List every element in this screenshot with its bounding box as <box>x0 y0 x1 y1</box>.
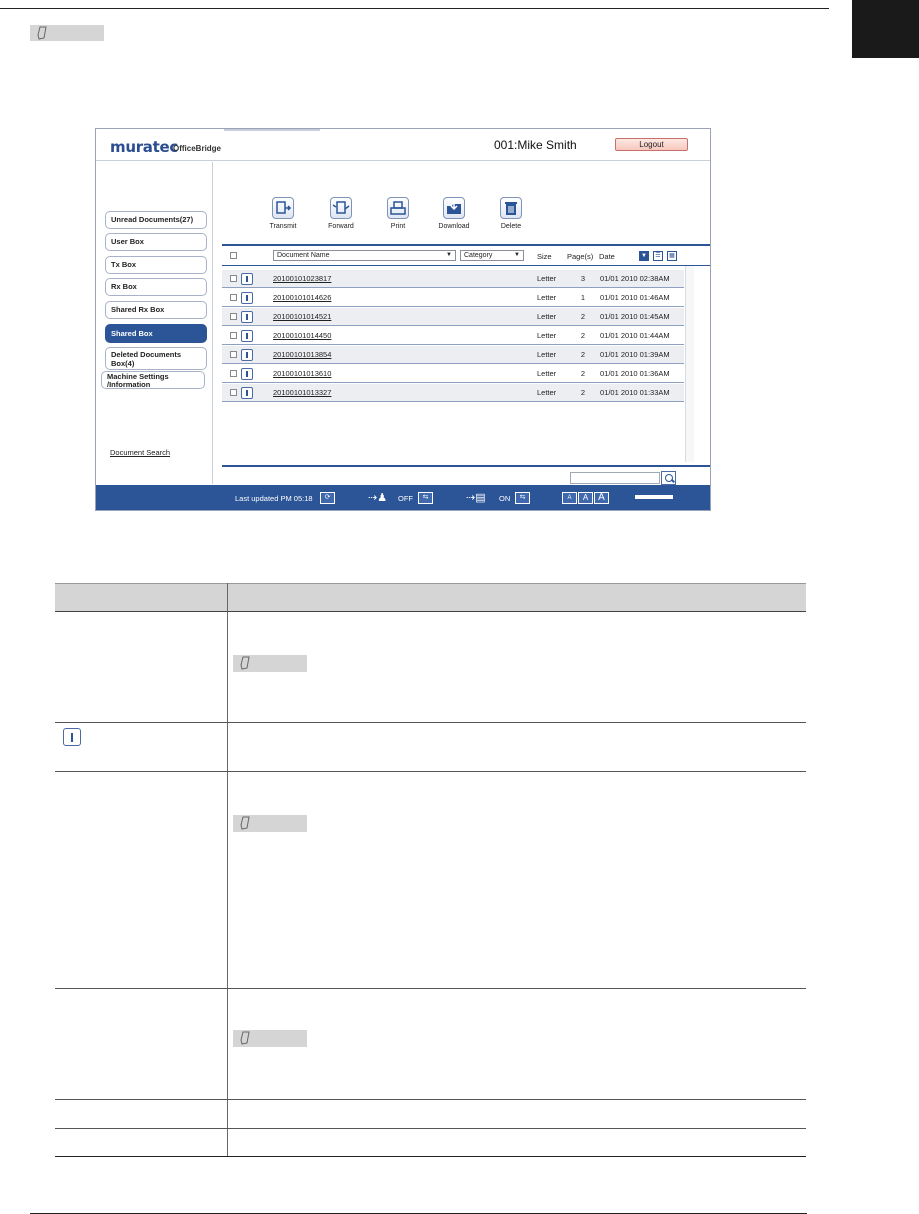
auto-forward-status: ON <box>499 494 511 503</box>
toggle-switch-icon[interactable]: ⇆ <box>515 492 530 504</box>
document-size: Letter <box>537 369 557 378</box>
download-folder-icon <box>443 197 465 219</box>
category-select[interactable]: Category ▼ <box>460 250 524 261</box>
row-checkbox[interactable] <box>230 351 237 358</box>
document-pages: 3 <box>580 274 586 283</box>
row-checkbox[interactable] <box>230 313 237 320</box>
info-icon[interactable] <box>241 387 253 399</box>
row-checkbox[interactable] <box>230 294 237 301</box>
delete-button[interactable]: Delete <box>491 197 531 230</box>
table-row-rule <box>55 988 806 989</box>
page-top-rule <box>0 8 829 9</box>
font-small-button[interactable]: A <box>562 492 577 504</box>
document-pages: 1 <box>580 293 586 302</box>
table-row[interactable] <box>222 327 684 345</box>
info-icon[interactable] <box>241 330 253 342</box>
note-tag <box>30 25 104 41</box>
dropdown-arrow-icon: ▼ <box>514 252 520 258</box>
search-input[interactable] <box>570 472 660 484</box>
info-icon[interactable] <box>241 311 253 323</box>
pencil-note-icon <box>239 816 251 830</box>
table-row-rule <box>55 771 806 772</box>
sidebar-item-machine-settings[interactable]: Machine Settings /Information <box>101 371 205 389</box>
sidebar-item-rx-box[interactable]: Rx Box <box>105 278 207 296</box>
forward-icon <box>330 197 352 219</box>
table-row[interactable] <box>222 289 684 307</box>
pencil-note-icon <box>36 26 48 40</box>
sort-down-icon[interactable]: ▼ <box>639 251 649 261</box>
officebridge-screenshot <box>95 128 711 511</box>
document-name-sort-select[interactable]: Document Name ▼ <box>273 250 456 261</box>
forward-button[interactable]: Forward <box>321 197 361 230</box>
table-row[interactable] <box>222 384 684 402</box>
info-icon <box>63 728 81 746</box>
sidebar <box>96 162 213 484</box>
list-scrollbar[interactable] <box>685 266 694 462</box>
note-tag <box>233 1030 307 1047</box>
document-date: 01/01 2010 01:33AM <box>600 388 670 397</box>
pages-column-header: Page(s) <box>567 252 594 261</box>
document-pages: 2 <box>580 369 586 378</box>
document-size: Letter <box>537 312 557 321</box>
document-size: Letter <box>537 293 557 302</box>
auto-print-status: OFF <box>398 494 413 503</box>
info-icon[interactable] <box>241 349 253 361</box>
document-date: 01/01 2010 01:44AM <box>600 331 670 340</box>
font-medium-button[interactable]: A <box>578 492 593 504</box>
info-icon[interactable] <box>241 368 253 380</box>
document-date: 01/01 2010 01:39AM <box>600 350 670 359</box>
document-link[interactable]: 20100101023817 <box>273 274 332 283</box>
last-updated-text: Last updated PM 05:18 <box>235 494 313 503</box>
user-label: 001:Mike Smith <box>494 138 577 152</box>
row-checkbox[interactable] <box>230 370 237 377</box>
info-icon[interactable] <box>241 273 253 285</box>
download-button[interactable]: Download <box>434 197 474 230</box>
logout-button[interactable]: Logout <box>615 138 688 151</box>
product-name: OfficeBridge <box>173 144 222 153</box>
muratec-logo: muratec <box>110 138 178 156</box>
document-date: 01/01 2010 01:46AM <box>600 293 670 302</box>
document-size: Letter <box>537 331 557 340</box>
table-row-rule <box>55 722 806 723</box>
document-date: 01/01 2010 02:38AM <box>600 274 670 283</box>
document-search-link[interactable]: Document Search <box>110 448 171 457</box>
document-link[interactable]: 20100101013327 <box>273 388 332 397</box>
pencil-note-icon <box>239 656 251 670</box>
progress-bar <box>635 495 673 499</box>
app-header <box>96 129 710 161</box>
print-button[interactable]: Print <box>378 197 418 230</box>
info-icon[interactable] <box>241 292 253 304</box>
auto-forward-icon: ⇢▤ <box>466 492 486 504</box>
list-header-rule <box>222 265 710 266</box>
row-checkbox[interactable] <box>230 332 237 339</box>
table-row[interactable] <box>222 270 684 288</box>
sidebar-item-tx-box[interactable]: Tx Box <box>105 256 207 274</box>
transmit-button[interactable]: Transmit <box>263 197 303 230</box>
search-icon[interactable] <box>661 471 676 485</box>
list-bottom-rule <box>222 465 710 467</box>
note-tag <box>233 815 307 832</box>
document-pages: 2 <box>580 312 586 321</box>
table-row-rule <box>55 1099 806 1100</box>
table-row[interactable] <box>222 346 684 364</box>
transmit-icon <box>272 197 294 219</box>
chapter-tab <box>852 0 919 58</box>
document-size: Letter <box>537 350 557 359</box>
document-date: 01/01 2010 01:45AM <box>600 312 670 321</box>
date-column-header: Date <box>599 252 615 261</box>
font-large-button[interactable]: A <box>594 492 609 504</box>
note-tag <box>233 655 307 672</box>
document-size: Letter <box>537 274 557 283</box>
refresh-icon[interactable]: ⟳ <box>320 492 335 504</box>
pencil-note-icon <box>239 1031 251 1045</box>
toggle-switch-icon[interactable]: ⇆ <box>418 492 433 504</box>
document-link[interactable]: 20100101014521 <box>273 312 332 321</box>
document-date: 01/01 2010 01:36AM <box>600 369 670 378</box>
document-link[interactable]: 20100101013854 <box>273 350 332 359</box>
dropdown-arrow-icon: ▼ <box>446 252 452 258</box>
row-checkbox[interactable] <box>230 389 237 396</box>
document-pages: 2 <box>580 331 586 340</box>
sidebar-item-user-box[interactable]: User Box <box>105 233 207 251</box>
sidebar-item-shared-rx-box[interactable]: Shared Rx Box <box>105 301 207 319</box>
sidebar-item-unread-documents[interactable]: Unread Documents(27) <box>105 211 207 229</box>
printer-icon <box>387 197 409 219</box>
auto-print-icon: ⇢♟ <box>368 492 388 504</box>
row-checkbox[interactable] <box>230 275 237 282</box>
document-size: Letter <box>537 388 557 397</box>
document-pages: 2 <box>580 388 586 397</box>
select-all-checkbox[interactable] <box>230 252 237 259</box>
table-column-divider <box>227 583 228 1157</box>
status-footer <box>96 485 710 511</box>
trash-icon <box>500 197 522 219</box>
size-column-header: Size <box>537 252 552 261</box>
document-link[interactable]: 20100101014450 <box>273 331 332 340</box>
document-link[interactable]: 20100101013610 <box>273 369 332 378</box>
list-view-icon[interactable]: ☰ <box>653 251 663 261</box>
table-row-rule <box>55 1128 806 1129</box>
sidebar-item-shared-box[interactable]: Shared Box <box>105 324 207 343</box>
thumbnail-view-icon[interactable]: ▦ <box>667 251 677 261</box>
list-header <box>222 250 710 264</box>
table-header <box>55 583 806 612</box>
table-row[interactable] <box>222 365 684 383</box>
table-row[interactable] <box>222 308 684 326</box>
table-bottom-rule <box>55 1156 806 1157</box>
document-link[interactable]: 20100101014626 <box>273 293 332 302</box>
document-pages: 2 <box>580 350 586 359</box>
list-top-rule <box>222 244 710 246</box>
sidebar-item-deleted-documents-box[interactable]: Deleted Documents Box(4) <box>105 347 207 370</box>
